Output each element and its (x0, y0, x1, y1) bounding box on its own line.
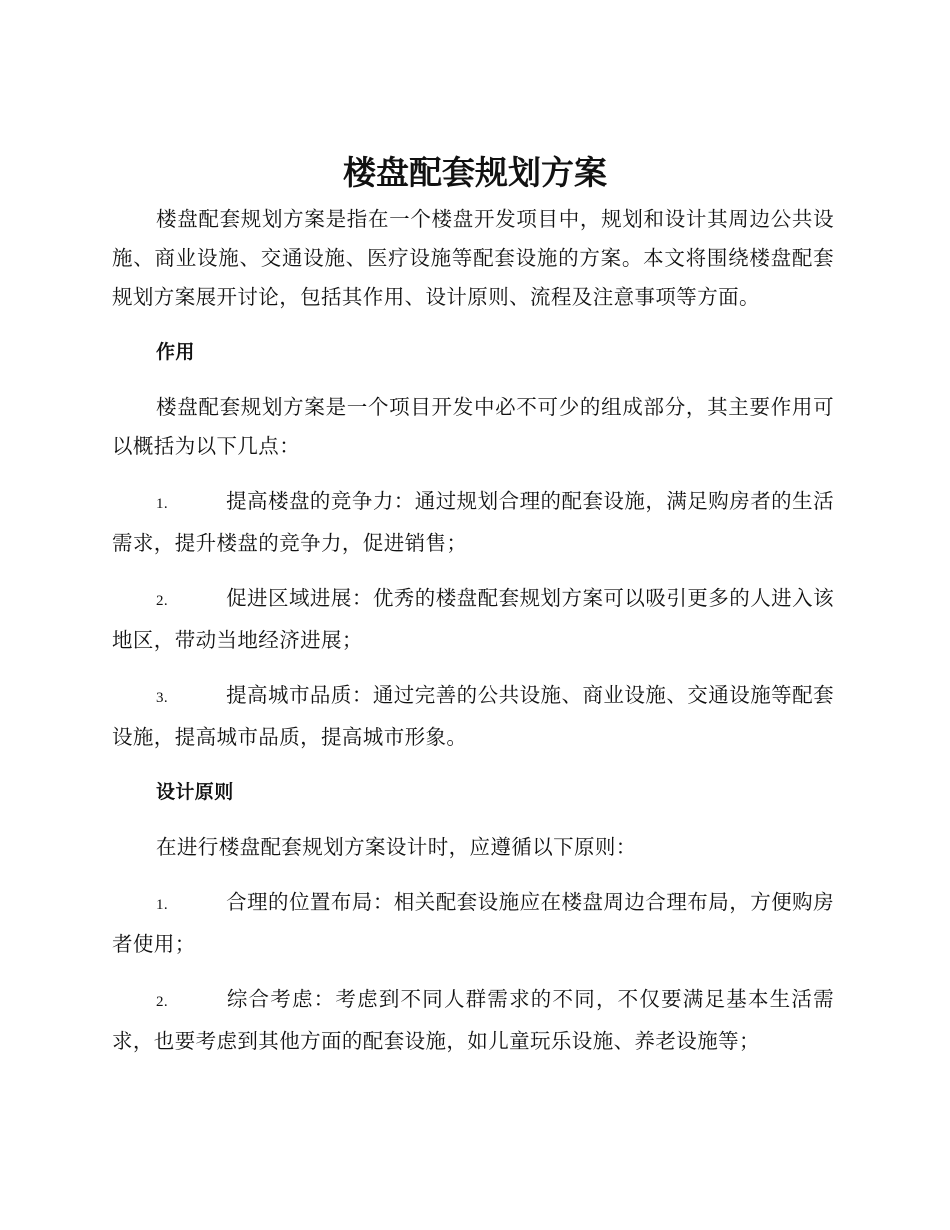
list-item (112, 883, 834, 964)
list-item-text: 促进区域进展：优秀的楼盘配套规划方案可以吸引更多的人进入该地区，带动当地经济进展； (112, 586, 834, 652)
list-item (112, 676, 834, 757)
list-item (112, 482, 834, 563)
list-item-text: 综合考虑：考虑到不同人群需求的不同，不仅要满足基本生活需求，也要考虑到其他方面的配套设施，如儿童玩乐设施、养老设施等； (112, 987, 834, 1053)
list-item-number: 2. (156, 593, 169, 609)
list-item-number: 1. (156, 897, 169, 913)
section-heading-role: 作用 (156, 341, 195, 363)
intro-paragraph: 楼盘配套规划方案是指在一个楼盘开发项目中，规划和设计其周边公共设施、商业设施、交通设施、医疗设施等配套设施的方案。本文将围绕楼盘配套规划方案展开讨论，包括其作用、设计原则、流程及注意事项等方面。 (112, 207, 834, 309)
section-lead-principles: 在进行楼盘配套规划方案设计时，应遵循以下原则： (156, 835, 637, 859)
list-item-text: 合理的位置布局：相关配套设施应在楼盘周边合理布局，方便购房者使用； (112, 890, 834, 956)
list-item (112, 980, 834, 1061)
list-item-number: 2. (156, 994, 169, 1010)
list-item-number: 3. (156, 690, 169, 706)
document-title: 楼盘配套规划方案 (343, 153, 607, 192)
list-item (112, 579, 834, 660)
section-heading-principles: 设计原则 (156, 781, 234, 803)
list-item-number: 1. (156, 496, 169, 512)
list-item-text: 提高城市品质：通过完善的公共设施、商业设施、交通设施等配套设施，提高城市品质，提高城市形象。 (112, 683, 834, 749)
list-item-text: 提高楼盘的竞争力：通过规划合理的配套设施，满足购房者的生活需求，提升楼盘的竞争力，促进销售； (112, 489, 834, 555)
document-body (112, 200, 834, 1077)
section-lead-role: 楼盘配套规划方案是一个项目开发中必不可少的组成部分，其主要作用可以概括为以下几点： (112, 395, 834, 458)
